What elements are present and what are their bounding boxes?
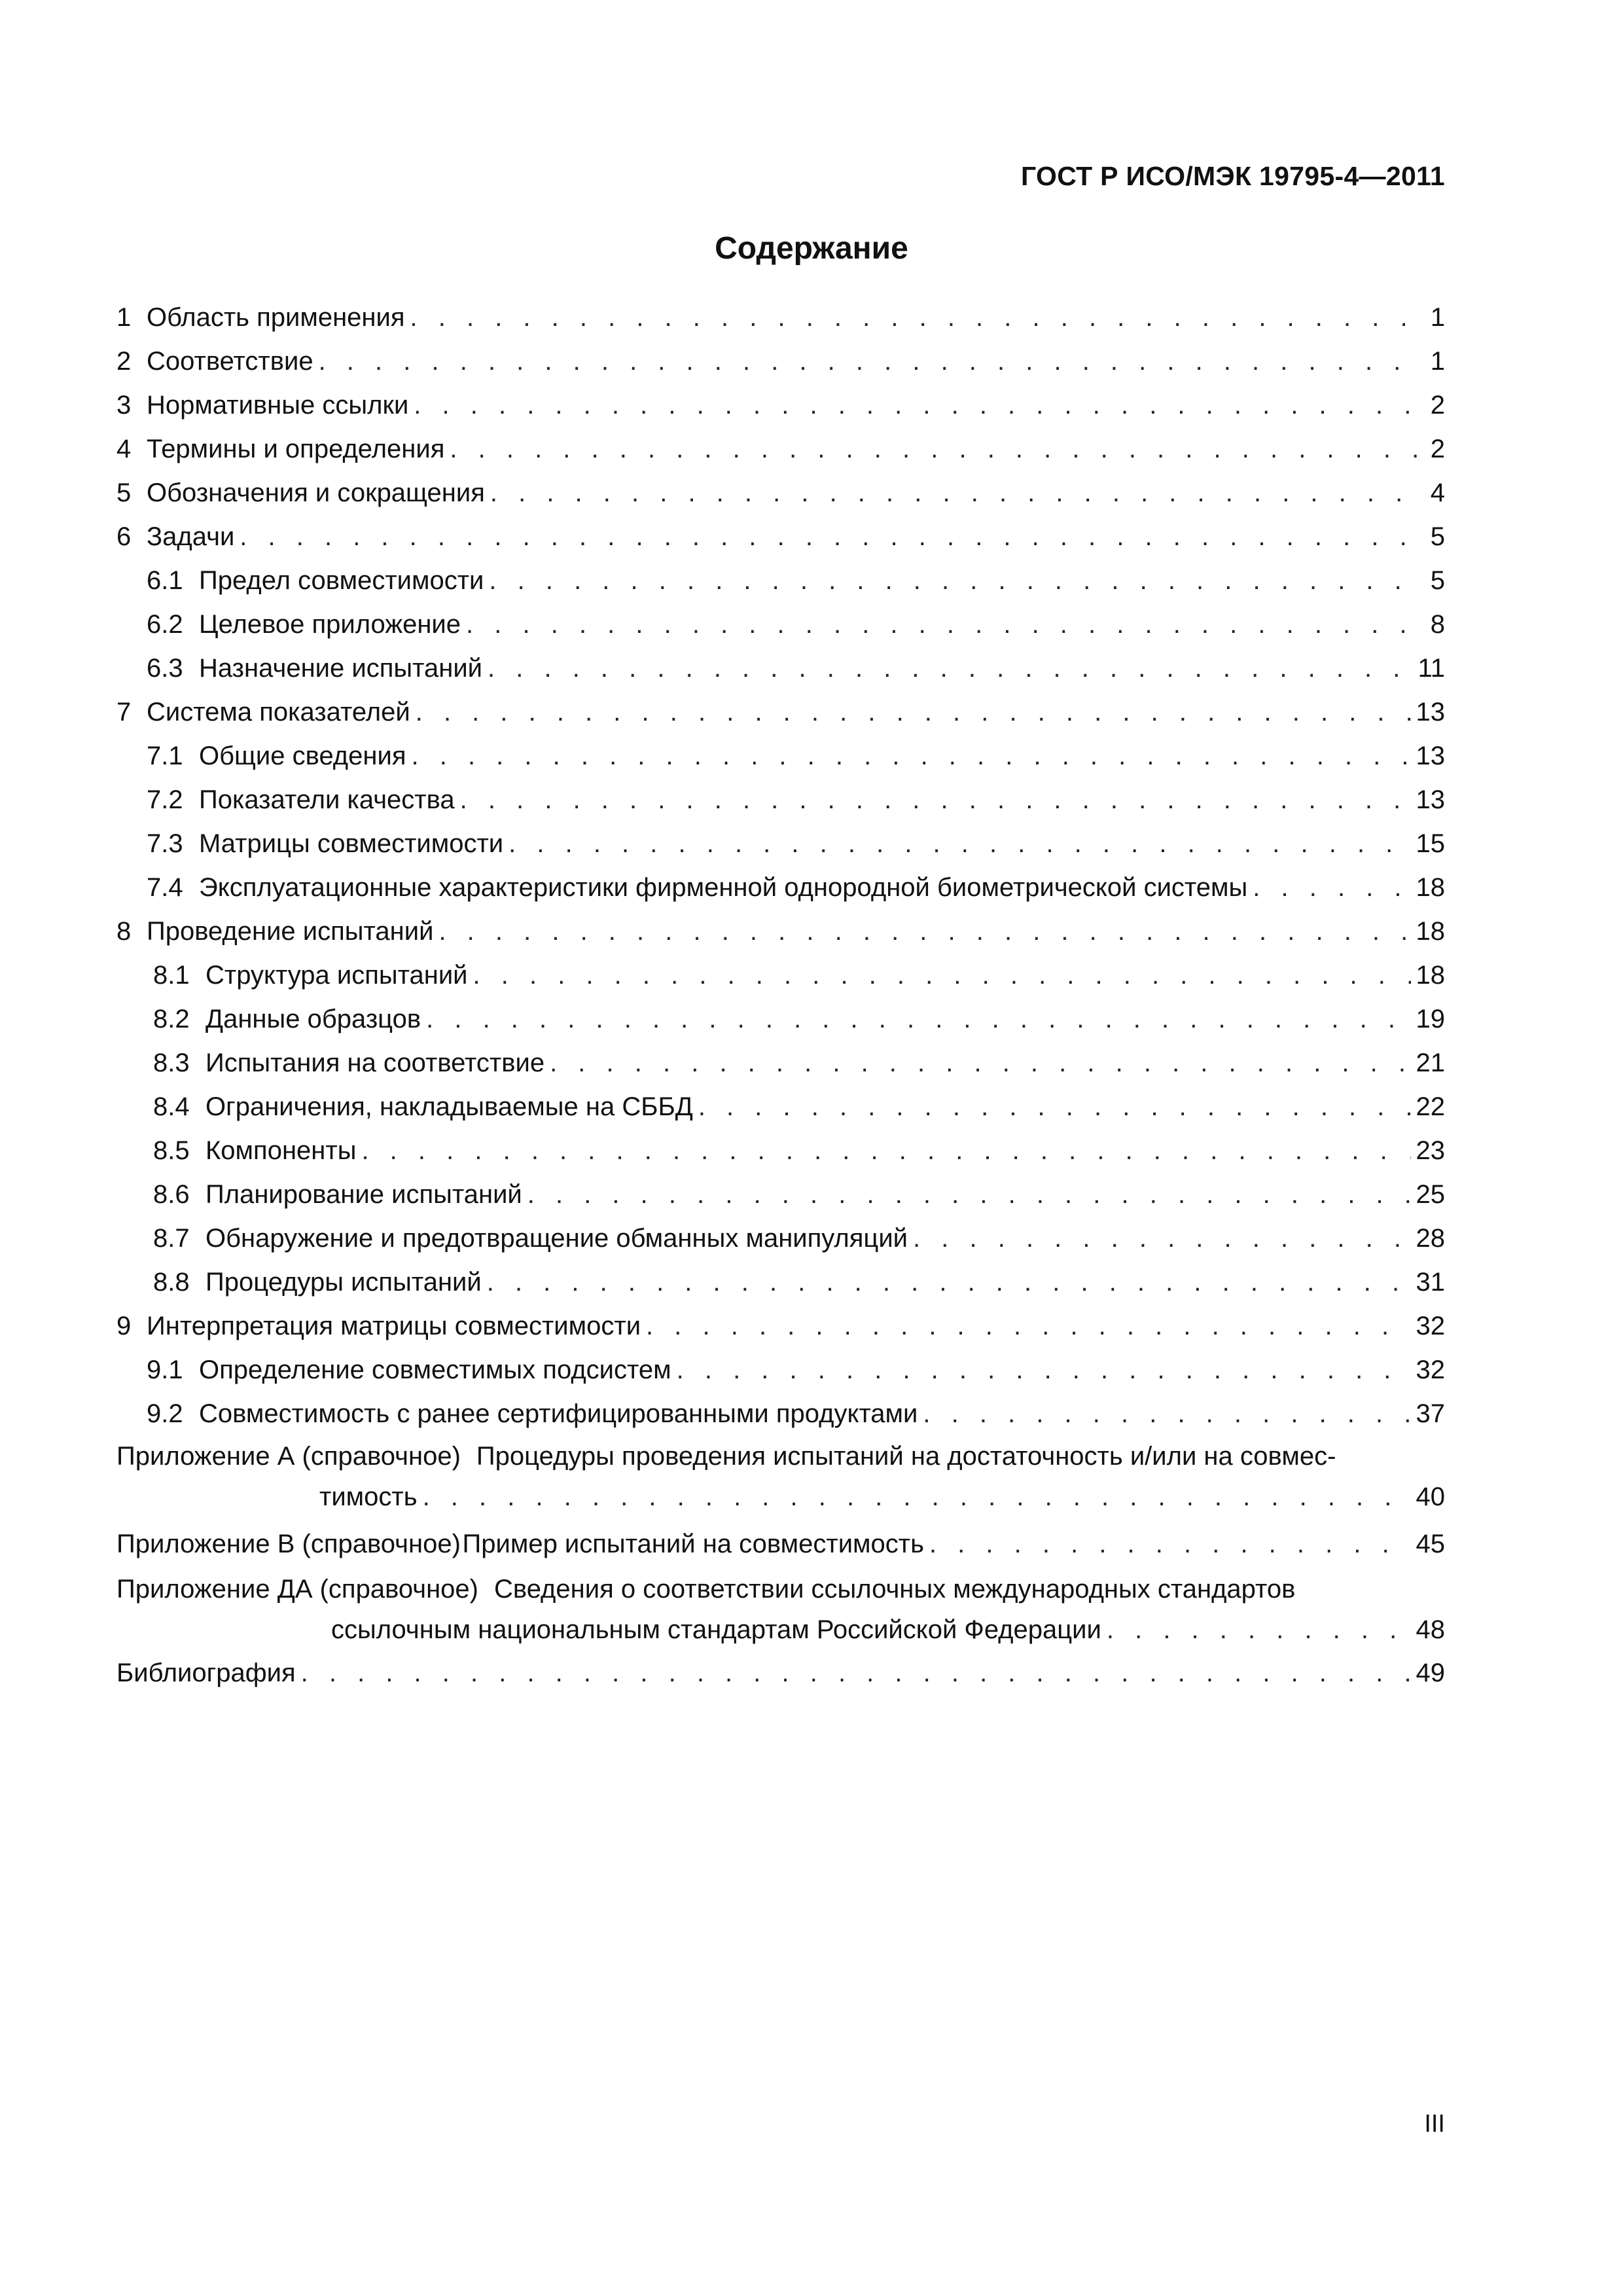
leader-dots bbox=[646, 1304, 1410, 1348]
toc-entry-label: Задачи bbox=[147, 522, 235, 551]
toc-entry-page: 15 bbox=[1416, 829, 1445, 858]
leader-dots bbox=[414, 384, 1420, 427]
toc-subentry[interactable] bbox=[116, 1041, 1445, 1085]
toc-entry-number: 8.1 bbox=[153, 961, 190, 990]
toc-entry-number: 8.2 bbox=[153, 1005, 190, 1033]
toc-entry-page: 25 bbox=[1416, 1180, 1445, 1209]
leader-dots bbox=[487, 1261, 1411, 1304]
toc-entry-label: Система показателей bbox=[147, 698, 410, 726]
toc-entry-page: 2 bbox=[1430, 435, 1445, 463]
appendix-a-second-line bbox=[116, 1477, 1445, 1517]
leader-dots bbox=[460, 778, 1411, 822]
toc-entry-number: 7.1 bbox=[147, 742, 183, 770]
leader-dots bbox=[450, 427, 1420, 471]
toc-entry-label: Совместимость с ранее сертифицированными продуктами bbox=[199, 1399, 918, 1428]
appendix-da-first-line bbox=[116, 1569, 1445, 1609]
toc-entry-number: 6.1 bbox=[147, 566, 183, 595]
toc-entry[interactable] bbox=[116, 691, 1445, 734]
leader-dots bbox=[423, 1477, 1411, 1517]
toc-entry-number: 8.7 bbox=[153, 1224, 190, 1253]
toc-entry-number: 9.2 bbox=[147, 1399, 183, 1428]
table-of-contents bbox=[116, 296, 1445, 1695]
toc-subentry[interactable] bbox=[116, 1392, 1445, 1436]
leader-dots bbox=[677, 1348, 1411, 1392]
toc-entry[interactable] bbox=[116, 515, 1445, 559]
toc-subentry[interactable] bbox=[116, 1085, 1445, 1129]
appendix-da-prefix: Приложение ДА (справочное) bbox=[116, 1575, 478, 1604]
leader-dots bbox=[698, 1085, 1411, 1129]
leader-dots bbox=[361, 1129, 1410, 1173]
toc-entry[interactable] bbox=[116, 910, 1445, 954]
toc-entry-number: 7.4 bbox=[147, 873, 183, 902]
toc-entry-number: 4 bbox=[116, 435, 132, 463]
toc-entry-page: 5 bbox=[1430, 522, 1445, 551]
toc-entry-page: 13 bbox=[1416, 742, 1445, 770]
toc-entry-page: 1 bbox=[1430, 347, 1445, 376]
toc-entry-label: Матрицы совместимости bbox=[199, 829, 504, 858]
standard-code-header: ГОСТ Р ИСО/МЭК 19795-4—2011 bbox=[1021, 161, 1445, 191]
toc-entry-number: 7.3 bbox=[147, 829, 183, 858]
toc-entry-page: 8 bbox=[1430, 610, 1445, 639]
leader-dots bbox=[438, 910, 1410, 954]
toc-subentry[interactable] bbox=[116, 866, 1445, 910]
leader-dots bbox=[527, 1173, 1411, 1217]
toc-entry-page: 37 bbox=[1416, 1399, 1445, 1428]
appendix-a-first-line bbox=[116, 1436, 1445, 1477]
toc-entry-label: Назначение испытаний bbox=[199, 654, 483, 683]
leader-dots bbox=[240, 515, 1420, 559]
toc-subentry[interactable] bbox=[116, 1217, 1445, 1261]
appendix-b-prefix: Приложение В (справочное) bbox=[116, 1530, 461, 1558]
toc-entry-page: 13 bbox=[1416, 698, 1445, 726]
toc-entry-label: Интерпретация матрицы совместимости bbox=[147, 1312, 641, 1340]
toc-entry-label: Проведение испытаний bbox=[147, 917, 434, 946]
leader-dots bbox=[1253, 866, 1410, 910]
toc-entry-number: 6 bbox=[116, 522, 132, 551]
toc-entry-number: 3 bbox=[116, 391, 132, 420]
toc-subentry[interactable] bbox=[116, 822, 1445, 866]
toc-entry-number: 5 bbox=[116, 478, 132, 507]
toc-entry-number: 8.5 bbox=[153, 1136, 190, 1165]
leader-dots bbox=[466, 603, 1420, 647]
toc-bibliography[interactable] bbox=[116, 1651, 1445, 1695]
toc-subentry[interactable] bbox=[116, 647, 1445, 691]
toc-subentry[interactable] bbox=[116, 997, 1445, 1041]
toc-entry-label: Общие сведения bbox=[199, 742, 406, 770]
toc-entry-label: Область применения bbox=[147, 303, 405, 332]
toc-subentry[interactable] bbox=[116, 1173, 1445, 1217]
toc-entry-label: Компоненты bbox=[205, 1136, 357, 1165]
toc-entry-number: 6.3 bbox=[147, 654, 183, 683]
toc-entry-label: Структура испытаний bbox=[205, 961, 468, 990]
toc-entry[interactable] bbox=[116, 296, 1445, 340]
toc-entry-page: 45 bbox=[1416, 1530, 1445, 1558]
appendix-a-prefix: Приложение А (справочное) bbox=[116, 1442, 461, 1471]
toc-entry-label: Обозначения и сокращения bbox=[147, 478, 485, 507]
leader-dots bbox=[1107, 1609, 1411, 1650]
toc-entry-label: Данные образцов bbox=[205, 1005, 421, 1033]
toc-entry[interactable] bbox=[116, 384, 1445, 427]
toc-subentry[interactable] bbox=[116, 603, 1445, 647]
toc-entry-page: 31 bbox=[1416, 1268, 1445, 1297]
toc-entry-label: Ограничения, накладываемые на СББД bbox=[205, 1092, 693, 1121]
leader-dots bbox=[319, 340, 1420, 384]
leader-dots bbox=[508, 822, 1410, 866]
toc-entry-page: 4 bbox=[1430, 478, 1445, 507]
toc-entry-page: 18 bbox=[1416, 961, 1445, 990]
toc-entry-page: 28 bbox=[1416, 1224, 1445, 1253]
toc-subentry[interactable] bbox=[116, 559, 1445, 603]
toc-entry-page: 13 bbox=[1416, 785, 1445, 814]
toc-entry-label: Предел совместимости bbox=[199, 566, 484, 595]
toc-entry-number: 8.4 bbox=[153, 1092, 190, 1121]
toc-entry-page: 23 bbox=[1416, 1136, 1445, 1165]
toc-entry-page: 49 bbox=[1416, 1659, 1445, 1687]
toc-appendix-b[interactable] bbox=[116, 1522, 1445, 1566]
toc-entry-page: 18 bbox=[1416, 873, 1445, 902]
toc-entry-page: 21 bbox=[1416, 1049, 1445, 1077]
toc-subentry[interactable] bbox=[116, 1348, 1445, 1392]
leader-dots bbox=[416, 691, 1411, 734]
toc-entry-page: 11 bbox=[1418, 654, 1445, 683]
toc-entry[interactable] bbox=[116, 1304, 1445, 1348]
toc-subentry[interactable] bbox=[116, 1129, 1445, 1173]
toc-entry-number: 8.3 bbox=[153, 1049, 190, 1077]
toc-entry-label: Испытания на соответствие bbox=[205, 1049, 545, 1077]
toc-entry-label: Эксплуатационные характеристики фирменной однородной биометрической системы bbox=[199, 873, 1248, 902]
leader-dots bbox=[488, 647, 1412, 691]
toc-entry-page: 18 bbox=[1416, 917, 1445, 946]
toc-title: Содержание bbox=[715, 231, 908, 266]
toc-entry-page: 48 bbox=[1416, 1615, 1445, 1644]
toc-entry-label: Планирование испытаний bbox=[205, 1180, 522, 1209]
appendix-b-title: Пример испытаний на совместимость bbox=[462, 1530, 924, 1558]
toc-entry-label: Нормативные ссылки bbox=[147, 391, 409, 420]
toc-entry-number: 6.2 bbox=[147, 610, 183, 639]
toc-subentry[interactable] bbox=[116, 1261, 1445, 1304]
appendix-a-title-line2: тимость bbox=[319, 1482, 418, 1511]
toc-entry-page: 32 bbox=[1416, 1312, 1445, 1340]
toc-entry-page: 19 bbox=[1416, 1005, 1445, 1033]
toc-subentry[interactable] bbox=[116, 734, 1445, 778]
toc-entry[interactable] bbox=[116, 427, 1445, 471]
toc-subentry[interactable] bbox=[116, 778, 1445, 822]
leader-dots bbox=[411, 734, 1410, 778]
appendix-a-title-line1: Процедуры проведения испытаний на достаточность и/или на совмес- bbox=[476, 1442, 1336, 1471]
leader-dots bbox=[923, 1392, 1410, 1436]
toc-entry-label: Определение совместимых подсистем bbox=[199, 1355, 671, 1384]
toc-entry-page: 5 bbox=[1430, 566, 1445, 595]
toc-entry-label: Целевое приложение bbox=[199, 610, 461, 639]
toc-entry-page: 22 bbox=[1416, 1092, 1445, 1121]
toc-entry-number: 8 bbox=[116, 917, 132, 946]
leader-dots bbox=[490, 471, 1420, 515]
leader-dots bbox=[301, 1651, 1411, 1695]
toc-entry-label: Соответствие bbox=[147, 347, 313, 376]
toc-entry-number: 1 bbox=[116, 303, 132, 332]
toc-subentry[interactable] bbox=[116, 954, 1445, 997]
leader-dots bbox=[426, 997, 1410, 1041]
leader-dots bbox=[473, 954, 1411, 997]
toc-entry-number: 7 bbox=[116, 698, 132, 726]
toc-entry[interactable] bbox=[116, 471, 1445, 515]
toc-entry-number: 9 bbox=[116, 1312, 132, 1340]
toc-entry-page: 32 bbox=[1416, 1355, 1445, 1384]
toc-entry-number: 7.2 bbox=[147, 785, 183, 814]
toc-appendix-a[interactable] bbox=[116, 1436, 1445, 1517]
toc-entry[interactable] bbox=[116, 340, 1445, 384]
toc-entry-label: Термины и определения bbox=[147, 435, 445, 463]
leader-dots bbox=[489, 559, 1420, 603]
toc-entry-number: 8.8 bbox=[153, 1268, 190, 1297]
page-number: III bbox=[1424, 2110, 1445, 2138]
appendix-da-title-line2: ссылочным национальным стандартам Российской Федерации bbox=[331, 1615, 1101, 1644]
toc-entry-label: Процедуры испытаний bbox=[205, 1268, 482, 1297]
toc-appendix-da[interactable] bbox=[116, 1569, 1445, 1650]
toc-entry-number: 8.6 bbox=[153, 1180, 190, 1209]
bibliography-label: Библиография bbox=[116, 1659, 296, 1687]
toc-entry-number: 2 bbox=[116, 347, 132, 376]
leader-dots bbox=[929, 1522, 1411, 1566]
toc-entry-page: 40 bbox=[1416, 1482, 1445, 1511]
appendix-da-second-line bbox=[116, 1609, 1445, 1650]
leader-dots bbox=[913, 1217, 1410, 1261]
toc-entry-label: Обнаружение и предотвращение обманных манипуляций bbox=[205, 1224, 908, 1253]
toc-entry-page: 2 bbox=[1430, 391, 1445, 420]
appendix-da-title-line1: Сведения о соответствии ссылочных международных стандартов bbox=[494, 1575, 1296, 1604]
leader-dots bbox=[410, 296, 1420, 340]
toc-entry-number: 9.1 bbox=[147, 1355, 183, 1384]
leader-dots bbox=[550, 1041, 1410, 1085]
toc-entry-label: Показатели качества bbox=[199, 785, 455, 814]
toc-entry-page: 1 bbox=[1430, 303, 1445, 332]
